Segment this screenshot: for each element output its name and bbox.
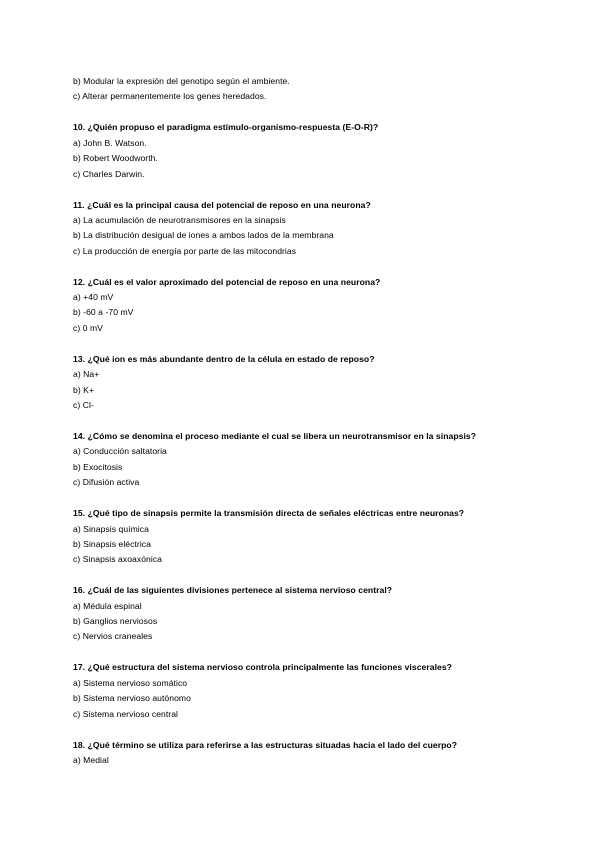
option-line: b) Ganglios nerviosos — [73, 616, 158, 627]
question-number: 16. — [73, 585, 86, 596]
question-heading — [73, 275, 553, 290]
question-number: 10. — [73, 122, 86, 133]
question-block — [73, 738, 553, 769]
option-line: c) Nervios craneales — [73, 631, 153, 642]
question-text: ¿Quién propuso el paradigma estímulo-organismo-respuesta (E-O-R)? — [87, 122, 379, 133]
question-heading — [73, 120, 553, 135]
question-heading — [73, 738, 553, 753]
option-line: a) Sistema nervioso somático — [73, 677, 188, 688]
question-text: ¿Cuál es la principal causa del potencial de reposo en una neurona? — [87, 199, 371, 210]
question-text: ¿Qué ion es más abundante dentro de la célula en estado de reposo? — [87, 353, 375, 364]
question-number: 15. — [73, 508, 86, 519]
question-block — [73, 120, 553, 182]
question-heading — [73, 583, 553, 598]
option-line: a) John B. Watson. — [73, 137, 147, 148]
question-block — [73, 198, 553, 260]
option-line: b) La distribución desigual de iones a ambos lados de la membrana — [73, 230, 334, 241]
question-heading — [73, 506, 553, 521]
question-block — [73, 429, 553, 491]
option-line: b) Robert Woodworth. — [73, 153, 158, 164]
option-line: c) Sistema nervioso central — [73, 708, 178, 719]
question-text: ¿Qué tipo de sinapsis permite la transmisión directa de señales eléctricas entre neuronas? — [87, 508, 465, 519]
question-number: 14. — [73, 431, 86, 441]
question-text: ¿Qué estructura del sistema nervioso controla principalmente las funciones viscerales? — [87, 662, 452, 673]
option-line: b) -60 a -70 mV — [73, 307, 134, 318]
option-line: b) Sistema nervioso autónomo — [73, 693, 191, 704]
option-line: c) 0 mV — [73, 322, 103, 333]
question-heading — [73, 429, 553, 444]
question-number: 18. — [73, 739, 86, 750]
document-page — [73, 74, 553, 768]
option-line: b) Modular la expresión del genotipo según el ambiente. — [73, 76, 290, 86]
question-block — [73, 275, 553, 337]
option-line: b) Exocitosis — [73, 461, 123, 472]
question-text: ¿Cuál es el valor aproximado del potencial de reposo en una neurona? — [87, 276, 381, 287]
option-line: a) Na+ — [73, 369, 100, 380]
option-line: b) K+ — [73, 384, 95, 395]
question-number: 17. — [73, 662, 86, 673]
option-line: a) Sinapsis química — [73, 523, 149, 534]
option-line: c) Cl- — [73, 400, 94, 411]
question-block — [73, 352, 553, 414]
option-line: a) Medial — [73, 755, 109, 766]
question-block — [73, 506, 553, 568]
intro-options — [73, 74, 553, 105]
question-text: ¿Cómo se denomina el proceso mediante el cual se libera un neurotransmisor en la sinapsis? — [87, 431, 477, 441]
option-line: b) Sinapsis eléctrica — [73, 538, 151, 549]
question-number: 13. — [73, 353, 86, 364]
option-line: c) Charles Darwin. — [73, 168, 145, 179]
option-line: a) Conducción saltatoria — [73, 446, 167, 457]
question-heading — [73, 198, 553, 213]
option-line: a) La acumulación de neurotransmisores en la sinapsis — [73, 214, 286, 225]
question-number: 12. — [73, 276, 86, 287]
option-line: c) La producción de energía por parte de las mitocondrias — [73, 245, 297, 256]
option-line: a) Médula espinal — [73, 600, 142, 611]
question-block — [73, 583, 553, 645]
question-number: 11. — [73, 199, 85, 210]
question-text: ¿Cuál de las siguientes divisiones pertenece al sistema nervioso central? — [87, 585, 393, 596]
option-line: c) Alterar permanentemente los genes heredados. — [73, 91, 267, 102]
question-text: ¿Qué término se utiliza para referirse a las estructuras situadas hacia el lado del cuerpo? — [87, 739, 458, 750]
option-line: a) +40 mV — [73, 292, 114, 303]
option-line: c) Sinapsis axoaxónica — [73, 554, 162, 565]
option-line: c) Difusión activa — [73, 477, 140, 488]
question-block — [73, 660, 553, 722]
question-heading — [73, 352, 553, 367]
question-heading — [73, 660, 553, 675]
